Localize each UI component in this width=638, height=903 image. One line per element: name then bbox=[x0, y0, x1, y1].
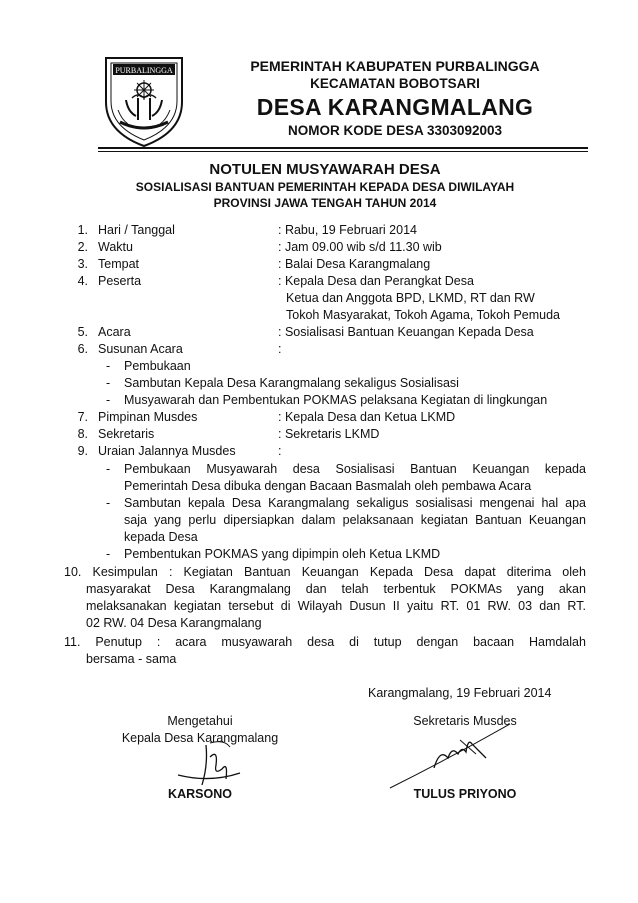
item-label: Peserta bbox=[98, 274, 142, 288]
handwritten-signature-right bbox=[380, 718, 520, 790]
item-value: : Rabu, 19 Februari 2014 bbox=[278, 223, 417, 237]
place-date: Karangmalang, 19 Februari 2014 bbox=[368, 686, 552, 700]
item-label: Acara bbox=[98, 325, 131, 339]
letterhead-rule-thick bbox=[98, 147, 588, 149]
penutup-line: 11. Penutup : acara musyawarah desa di tutup dengan bacaan Hamdalah bbox=[64, 635, 586, 649]
letterhead-rule-thin bbox=[98, 151, 588, 152]
letterhead-village: DESA KARANGMALANG bbox=[256, 94, 534, 120]
kesimpulan-line: 02 RW. 04 Desa Karangmalang bbox=[86, 616, 262, 630]
letterhead bbox=[200, 58, 590, 140]
uraian-line: saja yang perlu dipersiapkan dalam pelaksanaan kegiatan Bantuan Keuangan bbox=[124, 513, 586, 527]
uraian-line: Pembentukan POKMAS yang dipimpin oleh Ketua LKMD bbox=[124, 547, 441, 561]
uraian-line: Pembukaan Musyawarah desa Sosialisasi Bantuan Keuangan kepada bbox=[124, 462, 586, 476]
item-value-line: Ketua dan Anggota BPD, LKMD, RT dan RW bbox=[286, 291, 535, 305]
title-main: NOTULEN MUSYAWARAH DESA bbox=[209, 161, 441, 178]
item-label: Hari / Tanggal bbox=[98, 223, 175, 237]
item-label: Tempat bbox=[98, 257, 139, 271]
item-value: : Kepala Desa dan Perangkat Desa bbox=[278, 274, 474, 288]
item-value: : Sekretaris LKMD bbox=[278, 427, 380, 441]
title-sub-1: SOSIALISASI BANTUAN PEMERINTAH KEPADA DESA DIWILAYAH bbox=[135, 180, 515, 194]
item-value: : bbox=[278, 444, 282, 458]
item-number: 8. bbox=[77, 427, 88, 441]
uraian-line: Sambutan kepala Desa Karangmalang sekaligus sosialisasi mengenai hal apa bbox=[124, 496, 586, 510]
regency-emblem-logo bbox=[98, 50, 190, 150]
item-number: 7. bbox=[77, 410, 88, 424]
bullet-dash: - bbox=[106, 359, 111, 373]
bullet-dash: - bbox=[106, 376, 111, 390]
item-label: Susunan Acara bbox=[98, 342, 183, 356]
bullet-dash: - bbox=[106, 393, 111, 407]
letterhead-government: PEMERINTAH KABUPATEN PURBALINGGA bbox=[250, 58, 540, 74]
item-number: 2. bbox=[77, 240, 88, 254]
signature-left-name: KARSONO bbox=[168, 787, 232, 801]
signature-right-title: Sekretaris Musdes bbox=[413, 714, 517, 728]
item-value: : Balai Desa Karangmalang bbox=[278, 257, 431, 271]
item-value: : Sosialisasi Bantuan Keuangan Kepada Desa bbox=[278, 325, 534, 339]
bullet-dash: - bbox=[106, 462, 111, 476]
item-label: Uraian Jalannya Musdes bbox=[98, 444, 236, 458]
document-title bbox=[60, 160, 590, 211]
bullet-dash: - bbox=[106, 547, 111, 561]
list-item: Musyawarah dan Pembentukan POKMAS pelaksana Kegiatan di lingkungan bbox=[124, 393, 548, 407]
item-value: : bbox=[278, 342, 282, 356]
penutup-line: bersama - sama bbox=[86, 652, 177, 666]
letterhead-code: NOMOR KODE DESA 3303092003 bbox=[287, 123, 503, 138]
item-label: Sekretaris bbox=[98, 427, 155, 441]
item-number: 5. bbox=[77, 325, 88, 339]
svg-text:PURBALINGGA: PURBALINGGA bbox=[115, 66, 173, 75]
item-number: 6. bbox=[77, 342, 88, 356]
item-label: Waktu bbox=[98, 240, 133, 254]
item-number: 9. bbox=[77, 444, 88, 458]
list-item: Pembukaan bbox=[124, 359, 191, 373]
uraian-line: Pemerintah Desa dibuka dengan Bacaan Basmalah oleh pembawa Acara bbox=[124, 479, 532, 493]
title-sub-2: PROVINSI JAWA TENGAH TAHUN 2014 bbox=[213, 196, 437, 210]
item-value: : Jam 09.00 wib s/d 11.30 wib bbox=[278, 240, 442, 254]
kesimpulan-line: masyarakat Desa Karangmalang dan telah terbentuk POKMAs yang akan bbox=[86, 582, 586, 596]
signature-left-title: Kepala Desa Karangmalang bbox=[121, 731, 279, 745]
item-number: 3. bbox=[77, 257, 88, 271]
uraian-line: kepada Desa bbox=[124, 530, 198, 544]
list-item: Sambutan Kepala Desa Karangmalang sekaligus Sosialisasi bbox=[124, 376, 459, 390]
item-number: 1. bbox=[77, 223, 88, 237]
kesimpulan-line: 10. Kesimpulan : Kegiatan Bantuan Keuangan Kepada Desa dapat diterima oleh bbox=[64, 565, 586, 579]
letterhead-district: KECAMATAN BOBOTSARI bbox=[310, 76, 480, 91]
bullet-dash: - bbox=[106, 496, 111, 510]
item-value-line: Tokoh Masyarakat, Tokoh Agama, Tokoh Pemuda bbox=[286, 308, 561, 322]
item-number: 4. bbox=[77, 274, 88, 288]
item-value: : Kepala Desa dan Ketua LKMD bbox=[278, 410, 456, 424]
item-label: Pimpinan Musdes bbox=[98, 410, 198, 424]
signature-right-name: TULUS PRIYONO bbox=[413, 787, 517, 801]
signature-left-caption: Mengetahui bbox=[167, 714, 233, 728]
kesimpulan-line: melaksanakan kegiatan tersebut di Wilayah Dusun II yaitu RT. 01 RW. 03 dan RT. bbox=[86, 599, 586, 613]
